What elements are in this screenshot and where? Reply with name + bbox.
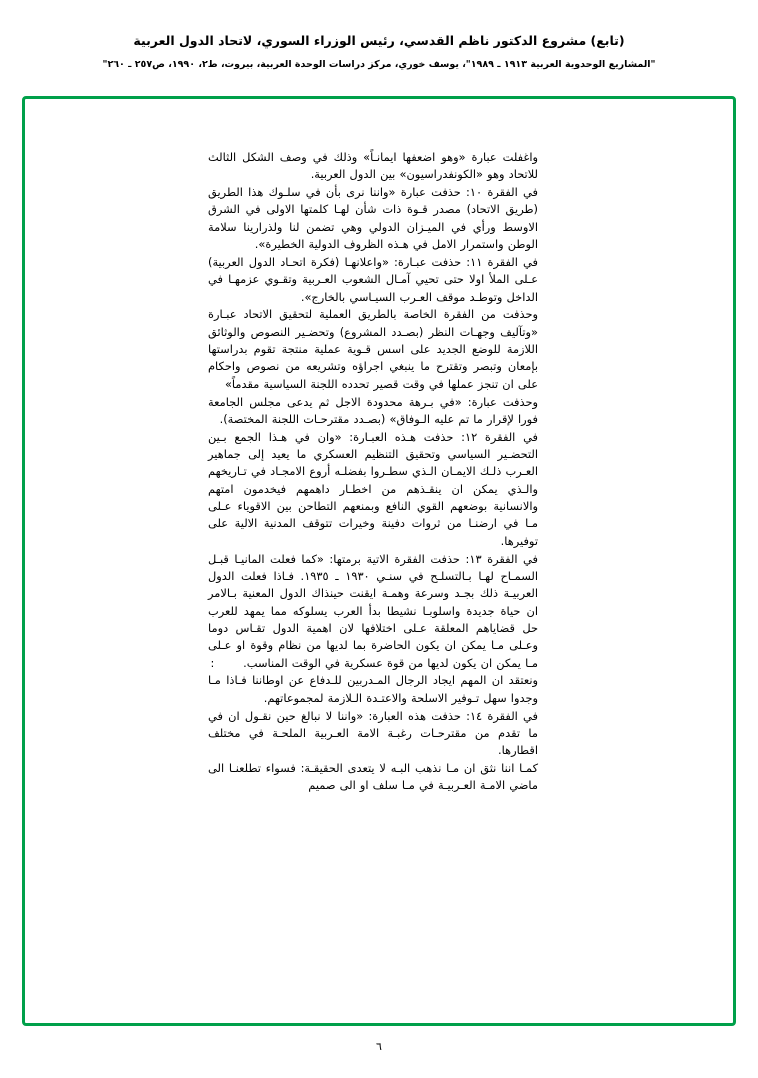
paragraph: واغفلت عبارة «وهو اضعفها ايمانـاً» وذلك في وصف الشكل الثالث للاتحاد وهو «الكونفدراسيون» بين الدول العربية. — [208, 150, 538, 182]
paragraph: وحذفت عبارة: «في بـرهة محدودة الاجل ثم يدعى مجلس الجامعة فورا لإقرار ما تم عليه الـوفاق» (بصـدد مقترحـات اللجنة المختصة). — [208, 394, 538, 426]
page-number: ٦ — [376, 1040, 382, 1053]
page-title: (تابع) مشروع الدكتور ناظم القدسي، رئيس الوزراء السوري، لاتحاد الدول العربية — [133, 33, 625, 48]
paragraph: في الفقرة ١٢: حذفت هـذه العبـارة: «وان في هـذا الجمع بـين التحضـير السياسي وتحقيق التنظيم العسكري ما يعيد إلى جماهير العـرب ذلـك الايمـان الـذي سطـروا بفضلـه أروع الامجـاد في تـاريخهم والـذي يمكن ان ينقـذهم من اخطـار داهمهم فيخدمون امتهم والانسانية بوضعهم القوي النافع وبمنعهم التطاحن بين الاقوياء عـلى مـا في ارضنـا من ثروات دفينة وخيرات تتوقف المدنية الالية على توفيرها. — [208, 429, 539, 548]
content-frame — [22, 96, 736, 1026]
paragraph: في الفقرة ١٣: حذفت الفقرة الاتية برمتها: «كما فعلت المانيـا قبـل السمـاح لهـا بـالتسلـح في سنـي ١٩٣٠ ـ ١٩٣٥. فـاذا فعلت الدول العربيـة ذلك بجـد وسرعة وهمـة ايقنت حينذاك الدول المعنية بـالامر ان حياة جديدة واسلوبـا نشيطا بدأ العرب يسلوكه مما يمهد للعرب حل قضاياهم المعلقة عـلى اختلافها لان اهمية الدول تقـاس دوما وعـلى مـا يمكن ان يكون الحاضرة بما لديها من نظام وقوة او عـلى مـا يمكن ان يكون لديها من قوة عسكرية في الوقت المناسب. : — [208, 551, 538, 670]
paragraph: في الفقرة ١١: حذفت عبـارة: «واعلانهـا (فكرة اتحـاد الدول العربية) عـلى الملأ اولا حتى تحيي آمـال الشعوب العـربية وتقـوي عزمهـا في الداخل وتوطـد موقف العـرب السيـاسي بالخارج». — [208, 254, 538, 304]
body-text-column — [208, 149, 538, 795]
paragraph: في الفقرة ١٠: حذفت عبارة «واننا نرى بأن في سلـوك هذا الطريق (طريق الاتحاد) مصدر قـوة ذات شأن لهـا كلمتها الاولى في الشرق الاوسط ورأي في الميـزان الدولي وهي تضمن لنا ولذرارينا سلامة الوطن واستمرار الامل في هـذه الظروف الدولية الخطيرة». — [208, 185, 538, 252]
paragraph: في الفقرة ١٤: حذفت هذه العبارة: «واننا لا نبالغ حين نقـول ان في ما تقدم من مقترحـات رغبـة الامة العـربية الملحـة في مختلف اقطارها. — [208, 708, 538, 758]
page-source-citation: "المشاريع الوحدوية العربية ١٩١٣ ـ ١٩٨٩"، يوسف خوري، مركز دراسات الوحدة العربية، بيروت، ط٢، ١٩٩٠، ص٢٥٧ ـ ٢٦٠" — [102, 58, 656, 70]
paragraph: وحذفت من الفقرة الخاصة بالطريق العملية لتحقيق الاتحاد عبـارة «وتآليف وجهـات النظر (بصـدد المشروع) وتحضـير النصوص والوثائق اللازمة للوضع الجديد على اسس قـوية عملية منتجة تقوم بدراستها بإمعان وتبصر وتقترح ما ينبغي اجراؤه وتشريعه من نصوص واحكام على ان تنجز عملها في وقت قصير تحدده اللجنة السياسية مقدماً» — [208, 307, 538, 391]
page-header — [0, 0, 758, 72]
paragraph: كمـا اننا نثق ان مـا نذهب البـه لا يتعدى الحقيقـة: فسواء تطلعنـا الى ماضي الامـة العـربيـة في مـا سلف او الى صميم — [208, 760, 538, 793]
paragraph: ونعتقد ان المهم ايجاد الرجال المـدربين للـدفاع عن اوطاننا فـاذا مـا وجدوا سهل تـوفير الاسلحة والاعتـدة الـلازمة لمجموعاتهم. — [208, 673, 538, 705]
